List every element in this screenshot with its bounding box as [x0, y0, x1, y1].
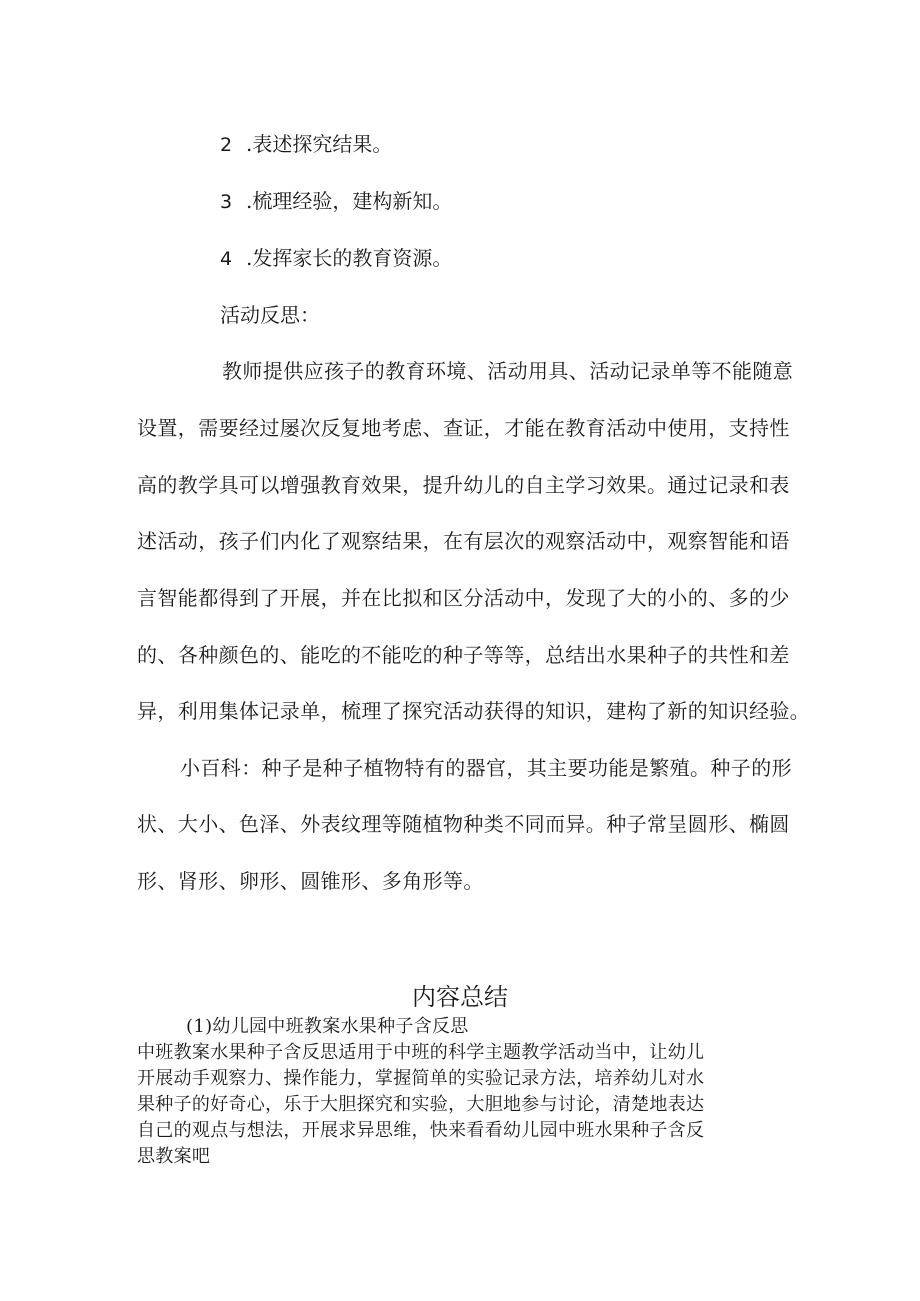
- step-number: 2: [220, 134, 233, 156]
- step-item: [220, 246, 452, 271]
- summary-item: (1)幼儿园中班教案水果种子含反思: [186, 1016, 469, 1037]
- step-item: [220, 189, 452, 214]
- paragraph-line: 的、各种颜色的、能吃的不能吃的种子等等，总结出水果种子的共性和差: [137, 643, 790, 667]
- paragraph-line: 设置，需要经过屡次反复地考虑、查证，才能在教育活动中使用，支持性: [137, 416, 790, 440]
- paragraph-line: 高的教学具可以增强教育效果，提升幼儿的自主学习效果。通过记录和表: [137, 473, 790, 497]
- paragraph-line: 状、大小、色泽、外表纹理等随植物种类不同而异。种子常呈圆形、椭圆: [137, 812, 790, 836]
- paragraph-line: 述活动，孩子们内化了观察结果，在有层次的观察活动中，观察智能和语: [137, 529, 790, 553]
- reflection-heading: 活动反思：: [220, 303, 320, 327]
- paragraph-line: 异，利用集体记录单，梳理了探究活动获得的知识，建构了新的知识经验。: [137, 699, 811, 723]
- step-number: 4: [220, 248, 233, 270]
- step-text: .表述探究结果。: [246, 132, 393, 156]
- summary-title: 内容总结: [412, 983, 508, 1011]
- summary-line: 中班教案水果种子含反思适用于中班的科学主题教学活动当中，让幼儿: [137, 1042, 705, 1063]
- summary-line: 果种子的好奇心，乐于大胆探究和实验，大胆地参与讨论，清楚地表达: [137, 1094, 705, 1115]
- step-text: .梳理经验，建构新知。: [246, 189, 453, 213]
- step-text: .发挥家长的教育资源。: [246, 246, 453, 270]
- paragraph-line: 小百科：种子是种子植物特有的器官，其主要功能是繁殖。种子的形: [180, 756, 792, 780]
- paragraph-line: 教师提供应孩子的教育环境、活动用具、活动记录单等不能随意: [222, 359, 794, 383]
- paragraph-line: 形、肾形、卵形、圆锥形、多角形等。: [137, 869, 484, 893]
- step-item: [220, 132, 392, 157]
- summary-line: 自己的观点与想法，开展求异思维，快来看看幼儿园中班水果种子含反: [137, 1120, 705, 1141]
- summary-line: 思教案吧: [137, 1146, 211, 1167]
- step-number: 3: [220, 191, 233, 213]
- summary-line: 开展动手观察力、操作能力，掌握简单的实验记录方法，培养幼儿对水: [137, 1068, 705, 1089]
- paragraph-line: 言智能都得到了开展，并在比拟和区分活动中，发现了大的小的、多的少: [137, 586, 790, 610]
